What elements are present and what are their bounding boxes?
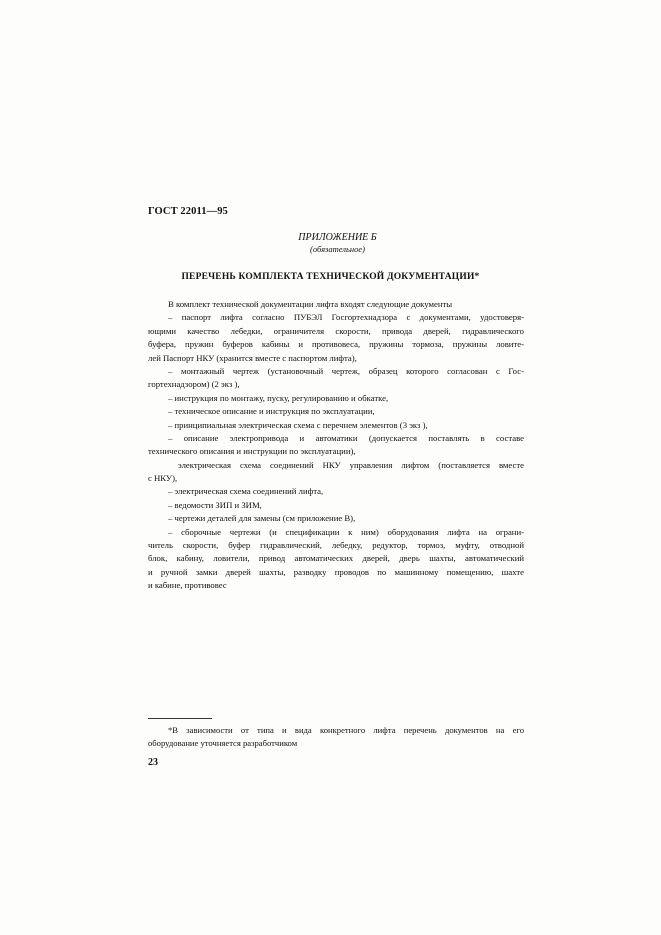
document-body: [148, 298, 524, 593]
body-line: блок, кабину, ловители, привод автоматических дверей, дверь шахты, автоматический: [148, 553, 524, 564]
body-line: буфера, пружин буферов кабины и противовеса, пружины тормоза, пружины ловите-: [148, 339, 524, 350]
appendix-title: ПРИЛОЖЕНИЕ Б: [298, 232, 377, 243]
body-line: – принципиальная электрическая схема с перечнем элементов (3 экз ),: [168, 419, 428, 430]
body-line: лей Паспорт НКУ (хранится вместе с паспортом лифта),: [148, 352, 357, 363]
body-line: – описание электропривода и автоматики (допускается поставлять в составе: [168, 432, 524, 443]
standard-header: ГОСТ 22011—95: [148, 206, 228, 217]
body-line: В комплект технической документации лифта входят следующие документы: [168, 299, 453, 309]
body-line: – электрическая схема соединений лифта,: [168, 486, 324, 497]
body-line: с НКУ),: [148, 473, 178, 484]
body-line: – техническое описание и инструкция по эксплуатации,: [168, 406, 375, 417]
body-line: – чертежи деталей для замены (см приложение В),: [168, 513, 356, 524]
body-line: электрическая схема соединений НКУ управления лифтом (поставляется вместе: [178, 459, 524, 470]
body-line: гортехнадзором) (2 экз ),: [148, 379, 240, 390]
body-line: – монтажный чертеж (установочный чертеж, образец которого согласован с Гос-: [168, 365, 524, 376]
body-line: и кабине, противовес: [148, 580, 227, 591]
body-line: и ручной замки дверей шахты, разводку проводов по машинному помещению, шахте: [148, 566, 524, 577]
footnote-line: оборудование уточняется разработчиком: [148, 738, 298, 749]
document-title: ПЕРЕЧЕНЬ КОМПЛЕКТА ТЕХНИЧЕСКОЙ ДОКУМЕНТАЦИИ*: [181, 272, 480, 282]
body-line: технического описания и инструкции по эксплуатации),: [148, 446, 356, 457]
body-line: читель скорости, буфер гидравлический, лебедку, редуктор, тормоз, муфту, отводной: [148, 540, 524, 551]
body-line: – паспорт лифта согласно ПУБЭЛ Госгортехнадзора с документами, удостоверя-: [168, 312, 524, 323]
body-line: – сборочные чертежи (и спецификации к ним) оборудования лифта на ограни-: [168, 526, 524, 537]
page-number: 23: [148, 757, 158, 768]
body-line: – инструкция по монтажу, пуску, регулированию и обкатке,: [168, 392, 389, 403]
body-line: ющими качество лебедки, ограничителя скорости, привода дверей, гидравлического: [148, 325, 524, 336]
appendix-subtitle: (обязательное): [310, 244, 365, 254]
footnote: [148, 724, 524, 751]
footnote-divider: [148, 718, 212, 719]
footnote-line: *В зависимости от типа и вида конкретного лифта перечень документов на его: [168, 725, 524, 735]
body-line: – ведомости ЗИП и ЗИМ,: [168, 499, 262, 510]
